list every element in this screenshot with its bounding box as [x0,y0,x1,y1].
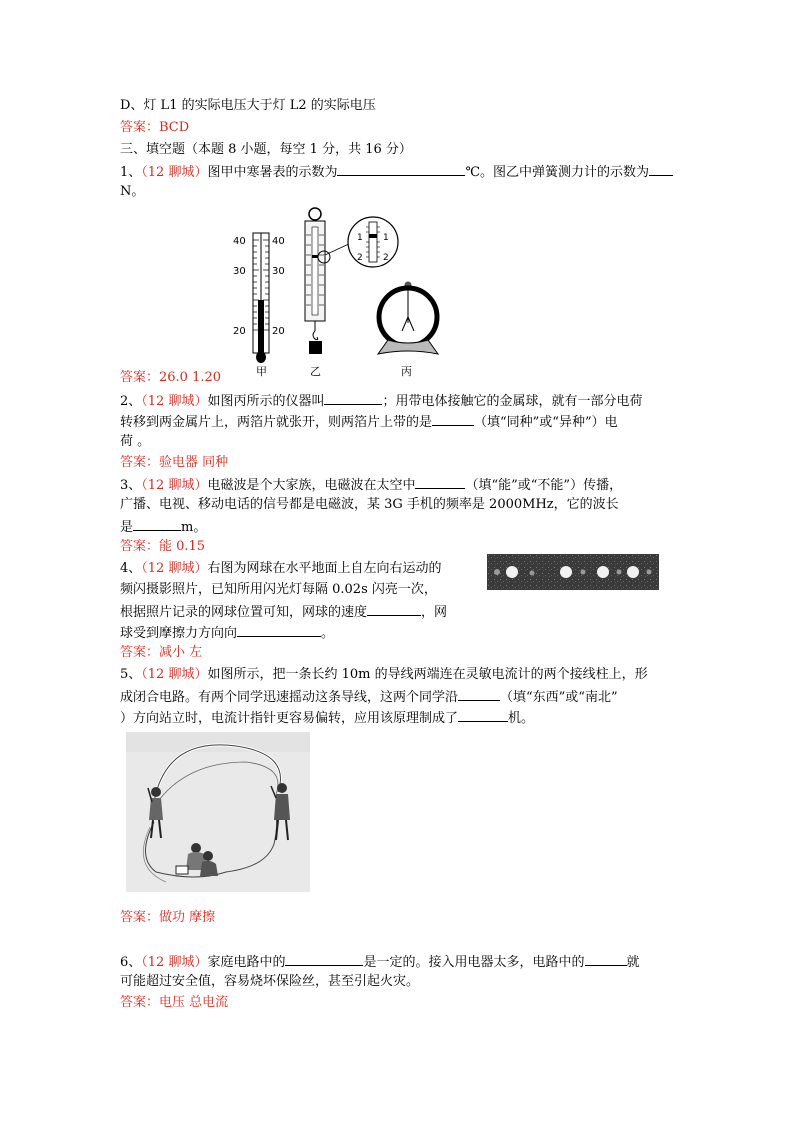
section-title: 三、填空题（本题 8 小题，每空 1 分，共 16 分） [120,142,412,157]
figure-label-yi: 乙 [310,365,321,378]
q4-text: ，网 [421,605,448,620]
q1-line-2 [120,183,144,201]
ball-position [627,566,639,578]
q1-answer: 答案：26.0 1.20 [120,370,222,385]
q5-number: 5、 [120,667,142,682]
q6-text: 就 [626,955,640,970]
q6-answer: 答案：电压 总电流 [120,995,229,1010]
q1-line-1 [120,162,673,182]
q5-line-2 [120,687,618,707]
q4-line-3 [120,602,447,622]
q5-text: 成闭合电路。有两个同学迅速摇动这条导线，这两个同学沿 [120,690,459,705]
q4-blank-1[interactable] [367,602,421,616]
q2-source: （12 聊城） [141,394,208,409]
spring-label: 2 [357,253,363,263]
q3-blank-2[interactable] [133,517,181,531]
scale-label: 40 [233,236,246,247]
q5-line-3 [120,708,534,728]
q5-answer: 答案：做功 摩擦 [120,910,216,925]
scale-label: 20 [272,326,285,337]
q3-line-2 [120,496,619,514]
scale-label: 40 [272,236,285,247]
q4-line-4 [120,623,334,643]
q2-line-2 [120,412,618,432]
q6-source: （12 聊城） [141,955,208,970]
galvanometer [176,866,188,874]
q2-line-3 [120,433,150,451]
q4-source: （12 聊城） [141,561,208,576]
spring-label: 1 [357,233,363,243]
q6-text: 是一定的。接入用电器太多，电路中的 [363,955,585,970]
q4-text: 右图为网球在水平地面上自左向右运动的 [207,561,442,576]
electroscope [378,282,438,379]
q4-line-2 [120,581,437,599]
q3-blank-1[interactable] [415,475,465,489]
q4-ball-photo [487,554,659,590]
q3-source: （12 聊城） [141,478,208,493]
q4-text: 频闪摄影照片，已知所用闪光灯每隔 0.02s 闪亮一次， [120,582,437,597]
q2-number: 2、 [120,394,142,409]
q3-text: 广播、电视、移动电话的信号都是电磁波，某 3G 手机的频率是 2000MHz，它的波长 [120,497,619,512]
q4-number: 4、 [120,561,142,576]
q6-text: 家庭电路中的 [207,955,286,970]
q1-figure [228,205,444,380]
q5-text: 机。 [508,711,535,726]
q3-number: 3、 [120,478,142,493]
q4-text: 。 [321,626,335,641]
q2-answer: 答案：验电器 同种 [120,455,229,470]
q2-text: 转移到两金属片上，两箔片就张开，则两箔片上带的是 [120,415,433,430]
q2-text: 如图丙所示的仪器叫 [207,394,325,409]
q6-number: 6、 [120,955,142,970]
q5-text: （填“东西”或“南北” [500,690,618,705]
q3-text: m。 [181,520,207,535]
scale-label: 20 [233,326,246,337]
prev-option: D、灯 L1 的实际电压大于灯 L2 的实际电压 [120,98,376,113]
q6-text: 可能超过安全值，容易烧坏保险丝，甚至引起火灾。 [120,974,420,989]
q1-unit: N。 [120,184,145,199]
q5-text: ）方向站立时，电流计指针更容易偏转，应用该原理制成了 [120,711,459,726]
q2-text: （填“同种”或“异种”）电 [474,415,618,430]
q2-blank-2[interactable] [432,412,474,426]
ball-position [560,566,572,578]
scale-label: 30 [272,266,285,277]
q5-line-1 [120,666,648,684]
q1-blank-2[interactable] [649,162,673,176]
q1-source: （12 聊城） [141,165,208,180]
q1-text: ℃。图乙中弹簧测力计的示数为 [465,165,650,180]
q6-blank-2[interactable] [585,952,627,966]
q6-blank-1[interactable] [285,952,363,966]
q6-line-2 [120,973,419,991]
spring-label: 1 [383,233,389,243]
ball-position [597,566,609,578]
q2-text: ；用带电体接触它的金属球，就有一部分电荷 [382,394,643,409]
q3-text: （填“能”或“不能”）传播， [465,478,623,493]
q4-text: 根据照片记录的网球位置可知，网球的速度 [120,605,368,620]
q4-blank-2[interactable] [237,623,321,637]
q1-text: 图甲中寒暑表的示数为 [207,165,338,180]
q3-line-1 [120,475,622,495]
q5-source: （12 聊城） [141,667,208,682]
q1-number: 1、 [120,165,142,180]
q5-text: 如图所示，把一条长约 10m 的导线两端连在灵敏电流计的两个接线柱上，形 [207,667,648,682]
figure-label-jia: 甲 [256,365,267,378]
q3-text: 电磁波是个大家族，电磁波在太空中 [207,478,416,493]
q2-line-1 [120,391,643,411]
q3-text: 是 [120,520,134,535]
q2-text: 荷 。 [120,434,151,449]
thermometer [233,233,285,378]
q4-answer: 答案：减小 左 [120,645,203,660]
q5-blank-1[interactable] [458,687,500,701]
ball-position [506,566,518,578]
q4-text: 球受到摩擦力方向向 [120,626,238,641]
q2-blank-1[interactable] [324,391,382,405]
spring-label: 2 [383,253,389,263]
figure-label-bing: 丙 [401,365,412,378]
q3-line-3 [120,517,206,537]
q5-blank-2[interactable] [458,708,508,722]
q1-blank-1[interactable] [337,162,465,176]
scale-label: 30 [233,266,246,277]
q5-rope-figure [126,732,310,892]
q6-line-1 [120,952,640,972]
q3-answer: 答案：能 0.15 [120,539,206,554]
q4-line-1 [120,560,441,578]
prev-answer: 答案：BCD [120,120,190,135]
